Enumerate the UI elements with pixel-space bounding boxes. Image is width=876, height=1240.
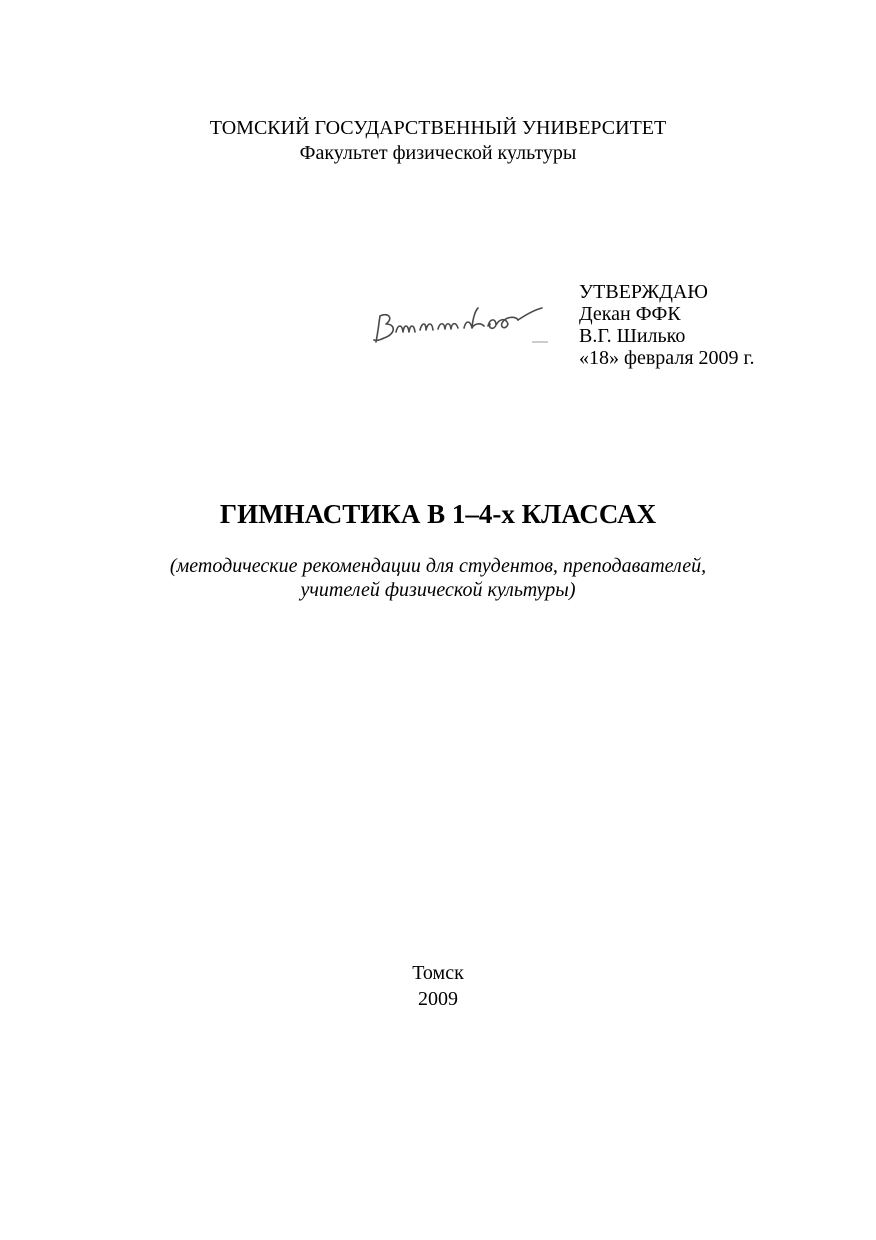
approval-date: «18» февраля 2009 г. [579, 347, 755, 369]
approver-name: В.Г. Шилько [579, 325, 686, 347]
document-subtitle [0, 554, 876, 602]
subtitle-line-1: (методические рекомендации для студентов, преподавателей, [169, 555, 707, 577]
approval-block [579, 281, 754, 369]
document-title: ГИМНАСТИКА В 1–4-х КЛАССАХ [219, 499, 657, 529]
document-footer [0, 960, 876, 1012]
subtitle-line-2: учителей физической культуры) [300, 579, 576, 601]
publication-city: Томск [412, 962, 464, 984]
document-header [0, 116, 876, 166]
approval-heading: УТВЕРЖДАЮ [579, 281, 708, 303]
publication-year: 2009 [418, 988, 458, 1010]
faculty-name: Факультет физической культуры [299, 142, 577, 164]
approver-position: Декан ФФК [579, 303, 681, 325]
handwritten-signature [366, 296, 556, 352]
university-name: ТОМСКИЙ ГОСУДАРСТВЕННЫЙ УНИВЕРСИТЕТ [209, 117, 667, 139]
